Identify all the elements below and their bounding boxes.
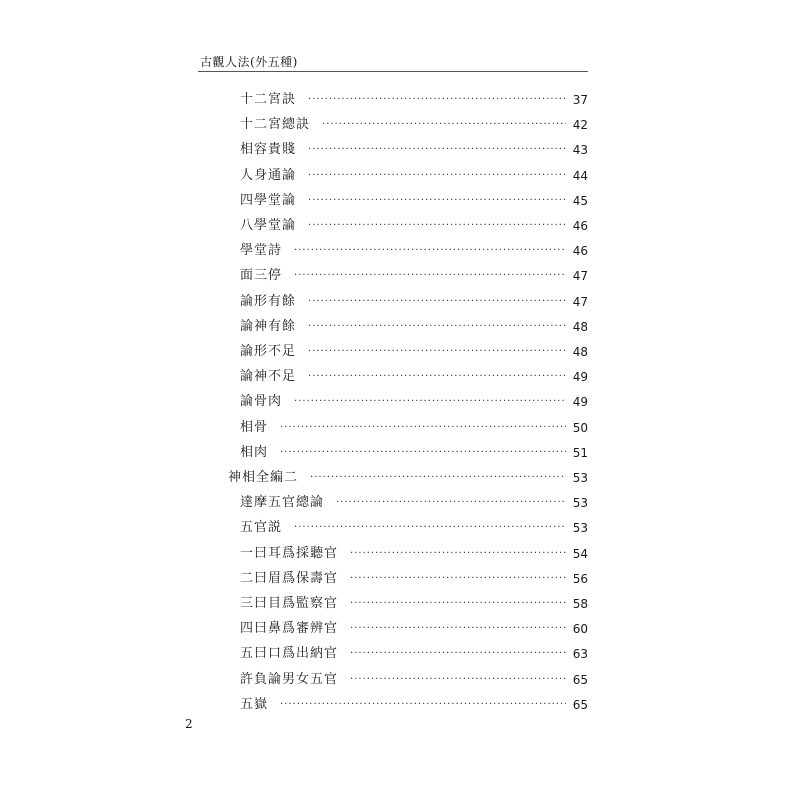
toc-entry[interactable] [240,670,588,690]
toc-dot-leader [308,367,566,387]
toc-dot-leader [350,619,566,639]
toc-entry-page: 65 [572,672,588,687]
toc-dot-leader [308,216,566,236]
toc-dot-leader [336,493,566,513]
toc-entry-page: 53 [572,496,588,511]
toc-dot-leader [308,317,566,337]
toc-entry-page: 46 [572,244,588,259]
toc-dot-leader [308,90,566,110]
running-header: 古觀人法(外五種) [200,55,298,69]
toc-entry-page: 47 [572,269,588,284]
toc-entry[interactable] [240,418,588,438]
toc-dot-leader [308,191,566,211]
toc-entry[interactable] [228,468,588,488]
toc-entry[interactable] [240,115,588,135]
toc-entry[interactable] [240,241,588,261]
toc-entry-page: 45 [572,193,588,208]
toc-entry[interactable] [240,140,588,160]
toc-entry-title: 八學堂論 [240,218,297,233]
toc-entry-title: 人身通論 [240,167,297,183]
toc-entry[interactable] [240,191,588,211]
toc-entry-title: 四曰鼻爲審辨官 [240,621,339,637]
toc-entry-page: 48 [572,345,588,359]
toc-entry-page: 65 [572,697,588,712]
toc-entry[interactable] [240,594,588,614]
toc-entry[interactable] [240,292,588,312]
toc-entry-title: 許負論男女五官 [240,671,339,687]
page-number: 2 [185,717,193,731]
toc-entry-page: 60 [572,622,588,637]
toc-entry[interactable] [240,90,588,110]
toc-entry[interactable] [240,367,588,387]
toc-entry-page: 63 [572,647,588,662]
toc-entry-title: 五官説 [240,520,283,536]
toc-entry-title: 論神有餘 [240,318,297,334]
toc-entry-page: 37 [572,93,588,107]
toc-entry-page: 58 [572,597,588,611]
toc-entry-title: 達摩五官總論 [240,495,325,511]
toc-entry-page: 53 [572,521,588,536]
toc-entry-title: 二曰眉爲保壽官 [240,570,339,586]
toc-entry[interactable] [240,443,588,463]
toc-entry[interactable] [240,317,588,337]
toc-entry[interactable] [240,493,588,513]
toc-dot-leader [294,392,566,412]
toc-entry-title: 學堂詩 [240,243,283,259]
toc-entry[interactable] [240,392,588,412]
toc-entry-title: 論形不足 [240,344,297,359]
toc-entry-page: 42 [572,118,588,133]
toc-entry-title: 相骨 [240,419,269,435]
toc-dot-leader [322,115,566,135]
toc-entry-page: 46 [572,219,588,233]
toc-entry-title: 面三停 [240,268,283,284]
toc-dot-leader [280,695,566,715]
toc-entry-page: 48 [572,319,588,334]
toc-entry-page: 50 [572,420,588,435]
toc-dot-leader [350,569,566,589]
toc-entry-title: 五嶽 [240,696,269,712]
toc-entry[interactable] [240,216,588,236]
toc-entry[interactable] [240,518,588,538]
toc-entry-title: 相肉 [240,444,269,460]
toc-entry[interactable] [240,266,588,286]
toc-entry-page: 44 [572,168,588,183]
toc-dot-leader [310,468,566,488]
toc-dot-leader [280,443,566,463]
toc-dot-leader [294,241,566,261]
toc-entry-title: 一曰耳爲採聽官 [240,545,339,561]
toc-dot-leader [308,342,566,362]
toc-entry-title: 五曰口爲出納官 [240,646,339,662]
toc-entry-page: 51 [572,445,588,460]
toc-dot-leader [350,544,566,564]
toc-entry-title: 神相全編二 [228,470,299,485]
toc-entry[interactable] [240,644,588,664]
toc-entry[interactable] [240,166,588,186]
toc-dot-leader [294,266,566,286]
toc-entry-page: 43 [572,143,588,158]
toc-dot-leader [350,670,566,690]
toc-entry-page: 47 [572,294,588,309]
toc-entry-page: 54 [572,546,588,561]
toc-dot-leader [350,644,566,664]
toc-entry-title: 十二宮訣 [240,92,297,107]
toc-entry-title: 四學堂論 [240,192,297,208]
toc-entry[interactable] [240,569,588,589]
toc-entry-title: 三曰目爲監察官 [240,596,339,611]
toc-dot-leader [308,292,566,312]
toc-entry-page: 53 [572,471,588,485]
toc-entry[interactable] [240,342,588,362]
toc-dot-leader [308,140,566,160]
toc-entry[interactable] [240,544,588,564]
toc-entry-title: 十二宮總訣 [240,117,311,133]
toc-dot-leader [350,594,566,614]
toc-entry-title: 論神不足 [240,369,297,385]
toc-entry-title: 論骨肉 [240,394,283,410]
toc-entry-page: 49 [572,395,588,410]
toc-entry[interactable] [240,695,588,715]
toc-entry-page: 49 [572,370,588,385]
toc-entry-page: 56 [572,571,588,586]
toc-entry-title: 相容貴賤 [240,142,297,158]
toc-dot-leader [294,518,566,538]
toc-dot-leader [308,166,566,186]
toc-entry[interactable] [240,619,588,639]
toc-dot-leader [280,418,566,438]
toc-entry-title: 論形有餘 [240,293,297,309]
